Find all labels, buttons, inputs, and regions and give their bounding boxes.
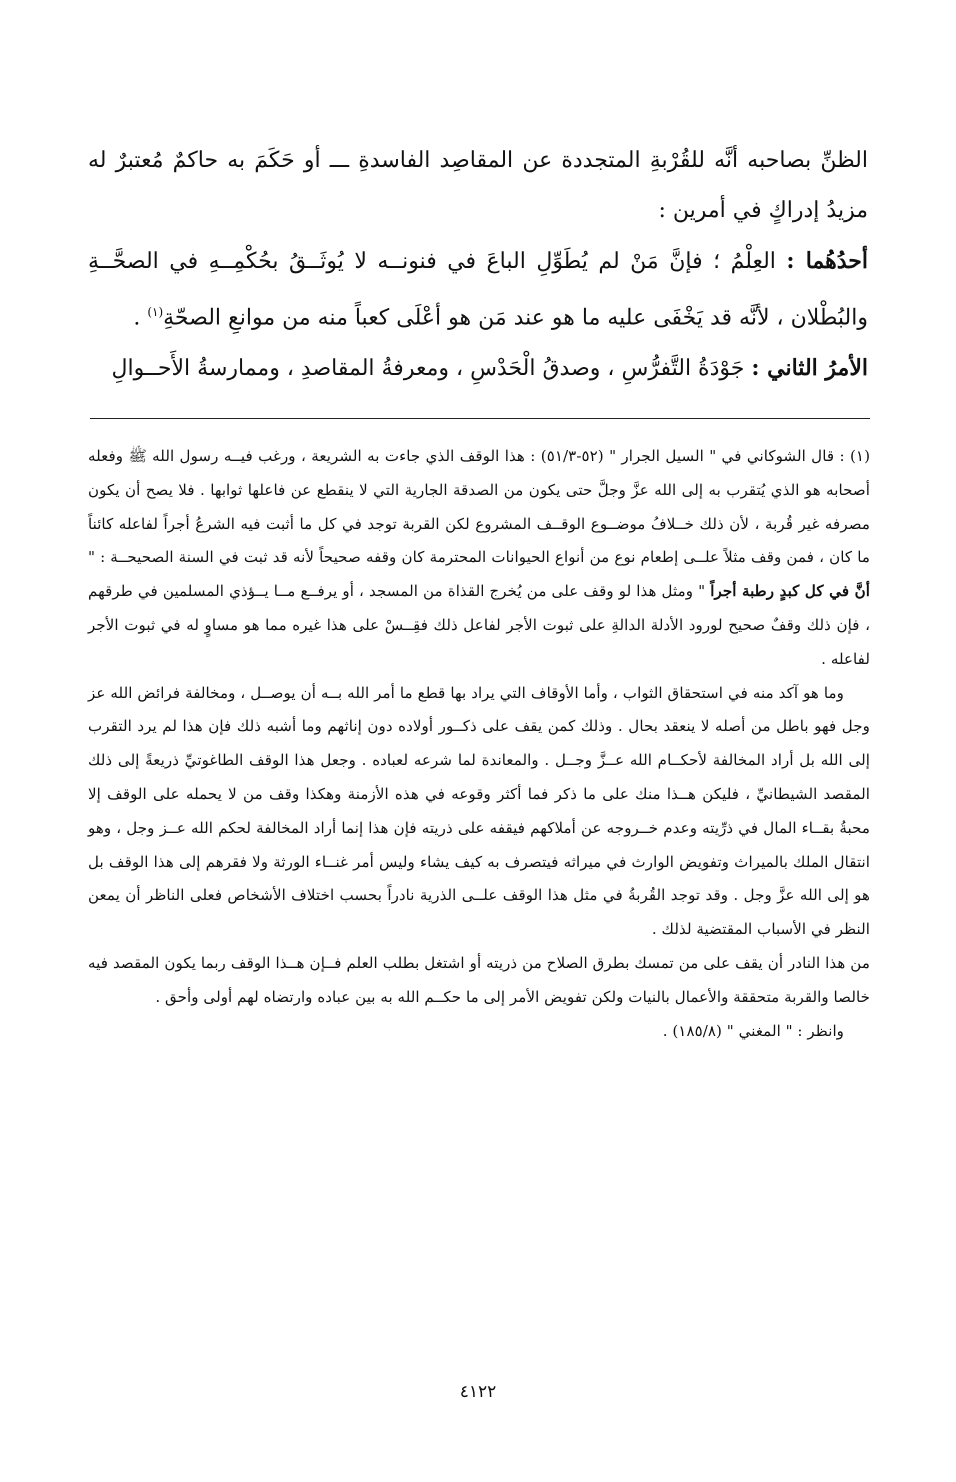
main-paragraph-1-text: الظنِّ بصاحبه أنَّه للقُرْبةِ المتجددة عن المقاصِد الفاسدةِ ـــ أو حَكَمَ به حاكمٌ مُعتبرٌ له مزيدُ إدراكٍ في أمرين : bbox=[88, 148, 868, 223]
footnote-1-marker: (١) : bbox=[839, 447, 870, 465]
second-matter-label: الأمرُ الثاني : bbox=[751, 355, 868, 382]
first-matter-end: . bbox=[133, 305, 148, 331]
footnote-1-paragraph-2: وما هو آكد منه في استحقاق الثواب ، وأما الأوقاف التي يراد بها قطع ما أمر الله بــه أن يوصــل ، ومخالفة فرائض الله عز وجل فهو باطل من أصله لا ينعقد بحال . وذلك كمن يقف على ذكــور أولاده دون إناثهم وما أشبه ذلك فإن هذا لم يرد التقرب إلى الله بل أراد المخالفة لأحكــام الله عــزَّ وجــل . والمعاندة لما شرعه لعباده . وجعل هذا الوقف الطاغوتيِّ ذريعةً إلى ذلك المقصد الشيطانيِّ ، فليكن هــذا منك على ما ذكر فما أكثر وقوعه في هذه الأزمنة وهكذا وقف من لا يحمله على الوقف إلا محبةُ بقــاء المال في ذرِّيته وعدم خــروجه عن أملاكهم فيقفه على ذريته فإن هذا إنما أراد المخالفة لحكم الله عــز وجل ، وهو انتقال الملك بالميراث وتفويض الوارث في ميراثه فيتصرف به كيف يشاء وليس أمر غنــاء الورثة ولا فقرهم إلى هذا الوقف بل هو إلى الله عزَّ وجل . وقد توجد القُربةُ في مثل هذا الوقف علــى الذرية نادراً بحسب اختلاف الأشخاص فعلى الناظر أن يمعن النظر في الأسباب المقتضية لذلك . bbox=[88, 683, 870, 939]
main-paragraph-3 bbox=[88, 343, 868, 394]
main-paragraph-2 bbox=[88, 236, 868, 343]
footnote-1-text-part-1: قال الشوكاني في " السيل الجرار " (٥٢-٥١/٣) : هذا الوقف الذي جاءت به الشريعة ، ورغب فيــه رسول الله ﷺ وفعله أصحابه هو الذي يُتقرب به إلى الله عزَّ وجلَّ حتى يكون من الصدقة الجارية التي لا ينقطع عن فاعلها ثوابها . فلا يصح أن يكون مصرفه غير قُربة ، لأن ذلك خــلافُ موضــوع الوقــف المشروع لكن القربة توجد في كل ما أثبت فيه الشرعُ أجراً لفاعله كائناً ما كان ، فمن وقف مثلاً علــى إطعام نوع من أنواع الحيوانات المحترمة كان وقفه صحيحاً لأنه قد ثبت في السنة الصحيحــة : " bbox=[88, 447, 870, 567]
footnote-separator bbox=[90, 418, 870, 419]
page-number: ٤١٢٢ bbox=[459, 1382, 497, 1402]
footnote-1-paragraph-1 bbox=[88, 440, 870, 677]
first-matter-text: العِلْمُ ؛ فإنَّ مَنْ لم يُطَوِّلِ الباعَ في فنونــه لا يُوثَــقُ بحُكْمِــهِ في الصحَّــةِ والبُطْلان ، لأنَّه قد يَخْفَى عليه ما هو عند مَن هو أعْلَى كعباً منه من موانعِ الصحّةِ bbox=[88, 249, 868, 331]
footnote-1-hadith-quote: أنَّ في كل كبدٍ رطبة أجراً bbox=[710, 582, 871, 601]
footnote-reference-1[interactable]: (١) bbox=[147, 305, 164, 319]
footnote-1-reference: وانظر : " المغني " (١٨٥/٨) . bbox=[662, 1021, 844, 1040]
main-text-block bbox=[88, 136, 868, 394]
footnotes-block bbox=[88, 440, 870, 1048]
footnote-1-text-part-2: " ومثل هذا لو وقف على من يُخرج القذاة من المسجد ، أو يرفــع مــا يــؤذي المسلمين في طرقهم ، فإن ذلك وقفٌ صحيح لورود الأدلة الدالةِ على ثبوت الأجر لفاعل ذلك فقِــسْ على هذا غيره مما هو مساوٍ له في ثبوت الأجر لفاعله . bbox=[88, 582, 870, 668]
footnote-1-paragraph-3: من هذا النادر أن يقف على من تمسك بطرق الصلاح من ذريته أو اشتغل بطلب العلم فــإن هــذا الوقف ربما يكون المقصد فيه خالصا والقربة متحققة والأعمال بالنيات ولكن تفويض الأمر إلى ما حكــم الله به بين عباده وارتضاه لهم أولى وأحق . bbox=[88, 953, 870, 1006]
first-matter-label: أحدُهُما : bbox=[786, 248, 868, 274]
second-matter-text: جَوْدَةُ التَّفرُّسِ ، وصدقُ الْحَدْسِ ، ومعرفةُ المقاصدِ ، وممارسةُ الأَحــوالِ bbox=[111, 356, 745, 382]
main-paragraph-1 bbox=[88, 136, 868, 236]
